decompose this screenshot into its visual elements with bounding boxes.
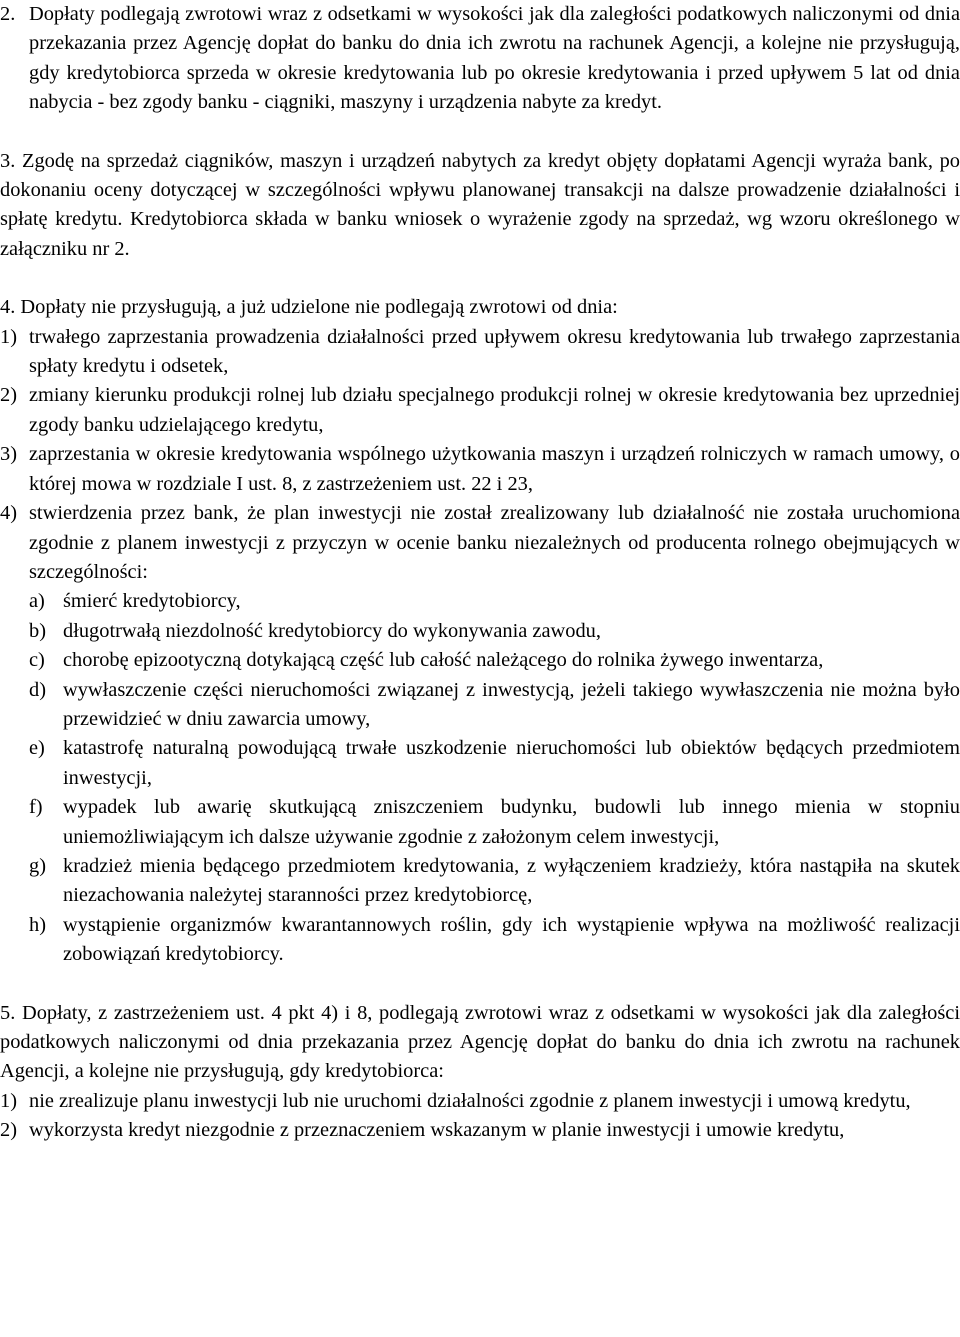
list-item-number: 4)	[0, 502, 17, 525]
sublist-item-letter: d)	[29, 678, 46, 701]
paragraph-4	[0, 293, 960, 969]
sublist-item	[29, 911, 960, 970]
list-item	[0, 323, 960, 382]
sublist-item	[29, 676, 960, 735]
sublist-item	[29, 617, 960, 646]
list-item	[0, 1087, 960, 1116]
paragraph-text: Zgodę na sprzedaż ciągników, maszyn i urządzeń nabytych za kredyt objęty dopłatami Agencji wyraża bank, po dokonaniu oceny dotyczącej w szczególności wpływu planowanej transakcji na dalsze prowadzenie działalności i spłatę kredytu. Kredytobiorca składa w banku wniosek o wyrażenie zgody na sprzedaż, wg wzoru określonego w załączniku nr 2.	[0, 149, 960, 260]
list-item-number: 2)	[0, 384, 17, 407]
list-item	[0, 1116, 960, 1145]
sublist-item-text: kradzież mienia będącego przedmiotem kredytowania, z wyłączeniem kradzieży, która nastąpiła na skutek niezachowania należytej staranności przez kredytobiorcę,	[63, 854, 960, 907]
paragraph-number: 3.	[0, 149, 16, 172]
list-item-number: 2)	[0, 1119, 17, 1142]
sublist-item	[29, 793, 960, 852]
list-item	[0, 440, 960, 499]
paragraph-number: 2.	[0, 3, 16, 25]
sublist-item-text: katastrofę naturalną powodującą trwałe uszkodzenie nieruchomości lub obiektów będących przedmiotem inwestycji,	[63, 737, 960, 789]
list-item-text: wykorzysta kredyt niezgodnie z przeznaczeniem wskazanym w planie inwestycji i umowie kredytu,	[29, 1119, 845, 1142]
list-item-number: 1)	[0, 325, 17, 348]
paragraph-3	[0, 147, 960, 265]
sublist-item-text: chorobę epizootyczną dotykającą część lub całość należącego do rolnika żywego inwentarza,	[63, 649, 824, 672]
paragraph-text: Dopłaty nie przysługują, a już udzielone nie podlegają zwrotowi od dnia:	[20, 296, 618, 319]
sublist-item-letter: b)	[29, 619, 46, 642]
list-item-number: 1)	[0, 1089, 17, 1112]
list-item-number: 3)	[0, 443, 17, 466]
sublist-item	[29, 587, 960, 616]
paragraph-number: 5.	[0, 1001, 16, 1024]
list-item-text: trwałego zaprzestania prowadzenia działalności przed upływem okresu kredytowania lub trwałego zaprzestania spłaty kredytu i odsetek,	[29, 325, 960, 378]
paragraph-text: Dopłaty, z zastrzeżeniem ust. 4 pkt 4) i 8, podlegają zwrotowi wraz z odsetkami w wysokości jak dla zaległości podatkowych naliczonymi od dnia przekazania przez Agencję dopłat do banku do dnia ich zwrotu na rachunek Agencji, a kolejne nie przysługują, gdy kredytobiorca:	[0, 1001, 960, 1083]
paragraph-2	[0, 0, 960, 118]
list-item-text: stwierdzenia przez bank, że plan inwestycji nie został zrealizowany lub działalność nie została uruchomiona zgodnie z planem inwestycji z przyczyn w ocenie banku niezależnych od producenta rolnego obejmujących w szczególności:	[29, 502, 960, 583]
sublist-item-text: wywłaszczenie części nieruchomości związanej z inwestycją, jeżeli takiego wywłaszczenia nie można było przewidzieć w dniu zawarcia umowy,	[63, 678, 960, 730]
sublist-item	[29, 646, 960, 675]
sublist	[29, 587, 960, 969]
sublist-item	[29, 852, 960, 911]
sublist-item-letter: a)	[29, 590, 45, 613]
sublist-item-letter: c)	[29, 649, 45, 672]
sublist-item-letter: e)	[29, 737, 45, 760]
paragraph-number: 4.	[0, 296, 16, 319]
paragraph-5	[0, 999, 960, 1146]
list-item-text: zaprzestania w okresie kredytowania wspólnego użytkowania maszyn i urządzeń rolniczych w ramach umowy, o której mowa w rozdziale I ust. 8, z zastrzeżeniem ust. 22 i 23,	[29, 443, 960, 495]
sublist-item-letter: f)	[29, 796, 43, 819]
list-item	[0, 499, 960, 587]
list-item-text: zmiany kierunku produkcji rolnej lub działu specjalnego produkcji rolnej w okresie kredytowania bez uprzedniej zgody banku udzielającego kredytu,	[29, 384, 960, 436]
sublist-item-text: wypadek lub awarię skutkującą zniszczeniem budynku, budowli lub innego mienia w stopniu uniemożliwiającym ich dalsze używanie zgodnie z założonym celem inwestycji,	[63, 796, 960, 848]
paragraph-text: Dopłaty podlegają zwrotowi wraz z odsetkami w wysokości jak dla zaległości podatkowych naliczonymi od dnia przekazania przez Agencję dopłat do banku do dnia ich zwrotu na rachunek Agencji, a kolejne nie przysługują, gdy kredytobiorca sprzeda w okresie kredytowania lub po okresie kredytowania i przed upływem 5 lat od dnia nabycia - bez zgody banku - ciągniki, maszyny i urządzenia nabyte za kredyt.	[29, 3, 960, 114]
list-item	[0, 381, 960, 440]
paragraph-intro	[0, 999, 960, 1087]
sublist-item-text: wystąpienie organizmów kwarantannowych roślin, gdy ich wystąpienie wpływa na możliwość realizacji zobowiązań kredytobiorcy.	[63, 913, 960, 966]
sublist-item-letter: g)	[29, 854, 46, 877]
sublist-item-text: śmierć kredytobiorcy,	[63, 590, 241, 613]
sublist-item-letter: h)	[29, 913, 46, 936]
paragraph-intro	[0, 293, 960, 322]
sublist-item-text: długotrwałą niezdolność kredytobiorcy do wykonywania zawodu,	[63, 619, 601, 642]
list-item-text: nie zrealizuje planu inwestycji lub nie uruchomi działalności zgodnie z planem inwestycji i umową kredytu,	[29, 1089, 911, 1112]
sublist-item	[29, 734, 960, 793]
